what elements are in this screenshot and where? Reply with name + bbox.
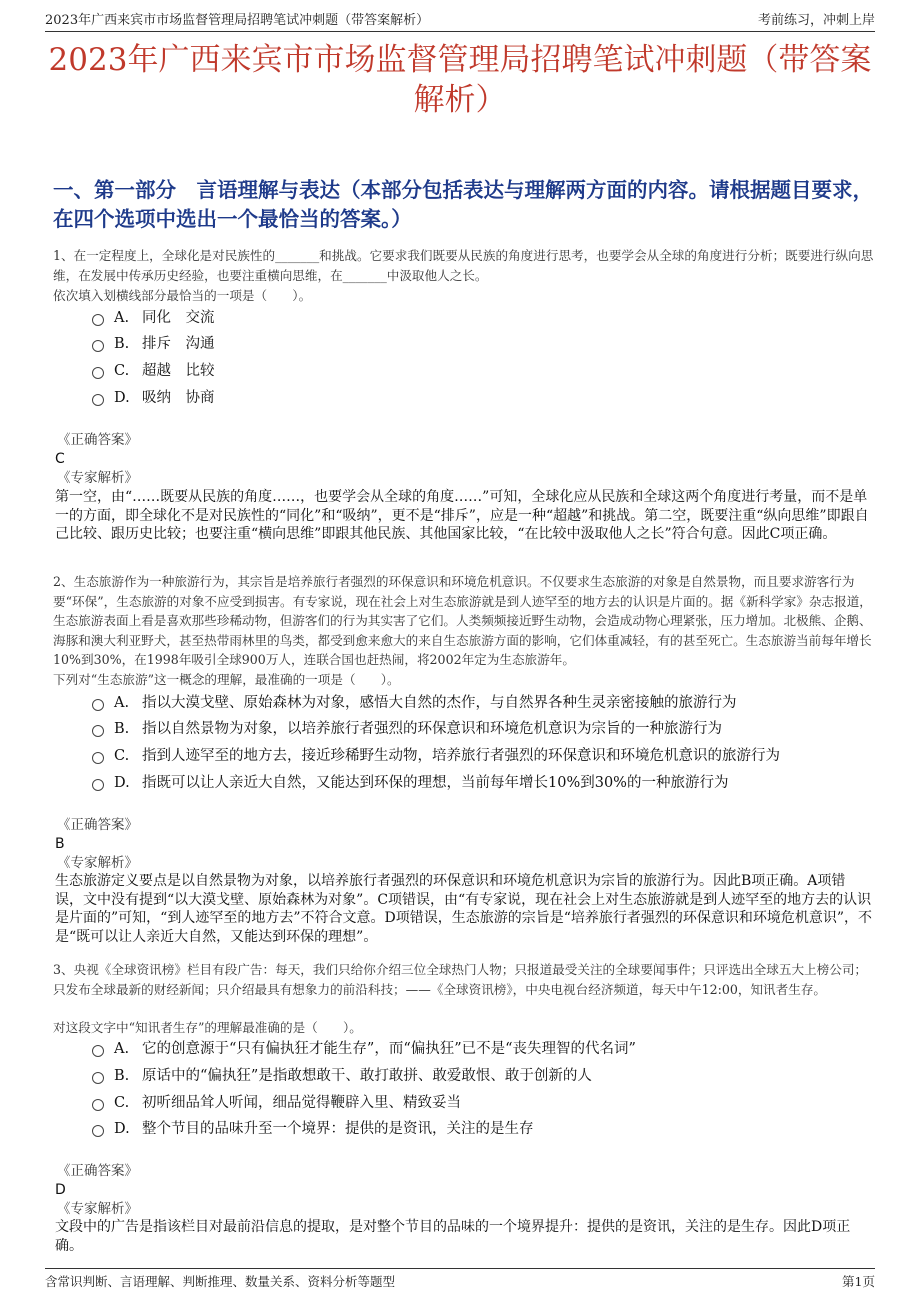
option-text: 指既可以让人亲近大自然，又能达到环保的理想，当前每年增长10%到30%的一种旅游行为 bbox=[142, 775, 729, 791]
question-2-option-b[interactable] bbox=[92, 718, 882, 740]
question-1-stem: 1、在一定程度上，全球化是对民族性的_______和挑战。它要求我们既要从民族的角度进行思考，也要学会从全球的角度进行分析；既要进行纵向思维，在发展中传承历史经验，也要注重横向思维，在_______中汲取他人之长。 bbox=[53, 248, 874, 283]
question-2-option-a[interactable] bbox=[92, 692, 882, 714]
option-letter: B. bbox=[114, 721, 130, 737]
option-letter: C. bbox=[114, 363, 130, 379]
question-3-option-d[interactable] bbox=[92, 1118, 882, 1140]
option-text: 吸纳 协商 bbox=[142, 390, 215, 406]
question-1-analysis-label: 《专家解析》 bbox=[57, 470, 138, 486]
radio-icon[interactable] bbox=[92, 1045, 104, 1057]
option-letter: A. bbox=[114, 695, 130, 711]
question-2-option-d[interactable] bbox=[92, 772, 882, 794]
option-letter: B. bbox=[114, 1068, 130, 1084]
option-letter: D. bbox=[114, 775, 130, 791]
question-2-analysis-label: 《专家解析》 bbox=[57, 855, 138, 871]
option-text: 初听细品耸人听闻，细品觉得鞭辟入里、精致妥当 bbox=[142, 1095, 461, 1111]
question-2-stem: 2、生态旅游作为一种旅游行为，其宗旨是培养旅行者强烈的环保意识和环境危机意识。不仅要求生态旅游的对象是自然景物，而且要求游客行为要“环保”，生态旅游的对象不应受到损害。有专家说，现在社会上对生态旅游就是到人迹罕至的地方去的认识是片面的。据《新科学家》杂志报道，生态旅游表面上看是喜欢那些珍稀动物，但游客们的行为其实害了它们。人类频频接近野生动物，会造成动物心理紧张，压力增加。北极熊、企鹅、海豚和澳大利亚野犬，甚至热带雨林里的鸟类，都受到愈来愈大的来自生态旅游方面的影响，它们体重减轻，有的甚至死亡。生态旅游当前每年增长10%到30%，在1998年吸引全球900万人，连联合国也赶热闹，将2002年定为生态旅游年。 bbox=[53, 574, 872, 667]
option-letter: D. bbox=[114, 1121, 130, 1137]
radio-icon[interactable] bbox=[92, 699, 104, 711]
option-text: 指以自然景物为对象，以培养旅行者强烈的环保意识和环境危机意识为宗旨的一种旅游行为 bbox=[142, 721, 722, 737]
question-3-option-b[interactable] bbox=[92, 1065, 882, 1087]
question-1-prompt: 依次填入划横线部分最恰当的一项是（ ）。 bbox=[53, 288, 312, 303]
option-text: 原话中的“偏执狂”是指敢想敢干、敢打敢拼、敢爱敢恨、敢于创新的人 bbox=[142, 1068, 592, 1084]
question-3-analysis-label: 《专家解析》 bbox=[57, 1201, 138, 1217]
option-text: 排斥 沟通 bbox=[142, 336, 215, 352]
document-title: 2023年广西来宾市市场监督管理局招聘笔试冲刺题（带答案解析） bbox=[48, 42, 872, 118]
radio-icon[interactable] bbox=[92, 779, 104, 791]
question-1-answer-label: 《正确答案》 bbox=[57, 432, 138, 448]
question-3-stem: 3、央视《全球资讯榜》栏目有段广告：每天，我们只给你介绍三位全球热门人物；只报道最受关注的全球要闻事件；只评选出全球五大上榜公司；只发布全球最新的财经新闻；只介绍最具有想象力的前沿科技；——《全球资讯榜》，中央电视台经济频道，每天中午12:00，知讯者生存。 bbox=[53, 962, 868, 997]
question-2-option-c[interactable] bbox=[92, 745, 882, 767]
radio-icon[interactable] bbox=[92, 367, 104, 379]
option-text: 指以大漠戈壁、原始森林为对象，感悟大自然的杰作，与自然界各种生灵亲密接触的旅游行为 bbox=[142, 695, 737, 711]
option-text: 超越 比较 bbox=[142, 363, 215, 379]
question-3-answer: D bbox=[55, 1182, 66, 1198]
radio-icon[interactable] bbox=[92, 314, 104, 326]
page-footer bbox=[45, 1268, 875, 1292]
option-letter: D. bbox=[114, 390, 130, 406]
question-1-option-a[interactable] bbox=[92, 307, 882, 329]
question-3-prompt: 对这段文字中“知讯者生存”的理解最准确的是（ ）。 bbox=[53, 1020, 362, 1035]
question-3-answer-label: 《正确答案》 bbox=[57, 1163, 138, 1179]
option-text: 它的创意源于“只有偏执狂才能生存”，而“偏执狂”已不是“丧失理智的代名词” bbox=[142, 1041, 636, 1057]
question-1-option-c[interactable] bbox=[92, 360, 882, 382]
radio-icon[interactable] bbox=[92, 1099, 104, 1111]
question-2-answer: B bbox=[55, 836, 65, 852]
question-2-analysis: 生态旅游定义要点是以自然景物为对象，以培养旅行者强烈的环保意识和环境危机意识为宗旨的旅游行为。因此B项正确。A项错误，文中没有提到“以大漠戈壁、原始森林为对象”。C项错误，由“有专家说，现在社会上对生态旅游就是到人迹罕至的地方去的认识是片面的”可知，“到人迹罕至的地方去”不符合文意。D项错误，生态旅游的宗旨是“培养旅行者强烈的环保意识和环境危机意识”，不是“既可以让人亲近大自然，又能达到环保的理想”。 bbox=[55, 873, 873, 945]
radio-icon[interactable] bbox=[92, 340, 104, 352]
option-text: 同化 交流 bbox=[142, 310, 215, 326]
section-heading: 一、第一部分 言语理解与表达（本部分包括表达与理解两方面的内容。请根据题目要求，在四个选项中选出一个最恰当的答案。） bbox=[53, 178, 873, 231]
question-3-option-a[interactable] bbox=[92, 1038, 882, 1060]
option-text: 整个节目的品味升至一个境界：提供的是资讯，关注的是生存 bbox=[142, 1121, 534, 1137]
radio-icon[interactable] bbox=[92, 725, 104, 737]
option-text: 指到人迹罕至的地方去，接近珍稀野生动物，培养旅行者强烈的环保意识和环境危机意识的旅游行为 bbox=[142, 748, 780, 764]
question-1-analysis: 第一空，由“……既要从民族的角度……，也要学会从全球的角度……”可知，全球化应从民族和全球这两个角度进行考量，而不是单一的方面，即全球化不是对民族性的“同化”和“吸纳”，更不是“排斥”，应是一种“超越”和挑战。第二空，既要注重“纵向思维”即跟自己比较、跟历史比较；也要注重“横向思维”即跟其他民族、其他国家比较，“在比较中汲取他人之长”符合句意。因此C项正确。 bbox=[55, 489, 869, 542]
question-2-prompt: 下列对“生态旅游”这一概念的理解，最准确的一项是（ ）。 bbox=[53, 672, 400, 687]
question-3-option-c[interactable] bbox=[92, 1092, 882, 1114]
question-3-analysis: 文段中的广告是指该栏目对最前沿信息的提取，是对整个节目的品味的一个境界提升：提供的是资讯，关注的是生存。因此D项正确。 bbox=[55, 1219, 851, 1254]
radio-icon[interactable] bbox=[92, 1072, 104, 1084]
running-header-slogan: 考前练习，冲刺上岸 bbox=[757, 13, 875, 28]
question-1-answer: C bbox=[55, 451, 65, 467]
option-letter: A. bbox=[114, 1041, 130, 1057]
option-letter: C. bbox=[114, 1095, 130, 1111]
radio-icon[interactable] bbox=[92, 752, 104, 764]
page-number: 第1页 bbox=[842, 1274, 875, 1289]
radio-icon[interactable] bbox=[92, 1125, 104, 1137]
running-header bbox=[45, 10, 875, 32]
question-1-option-b[interactable] bbox=[92, 333, 882, 355]
question-1-option-d[interactable] bbox=[92, 387, 882, 409]
question-2-answer-label: 《正确答案》 bbox=[57, 817, 138, 833]
footer-question-types: 含常识判断、言语理解、判断推理、数量关系、资料分析等题型 bbox=[45, 1274, 396, 1289]
option-letter: C. bbox=[114, 748, 130, 764]
option-letter: B. bbox=[114, 336, 130, 352]
radio-icon[interactable] bbox=[92, 394, 104, 406]
option-letter: A. bbox=[114, 310, 130, 326]
running-header-title: 2023年广西来宾市市场监督管理局招聘笔试冲刺题（带答案解析） bbox=[45, 13, 430, 28]
